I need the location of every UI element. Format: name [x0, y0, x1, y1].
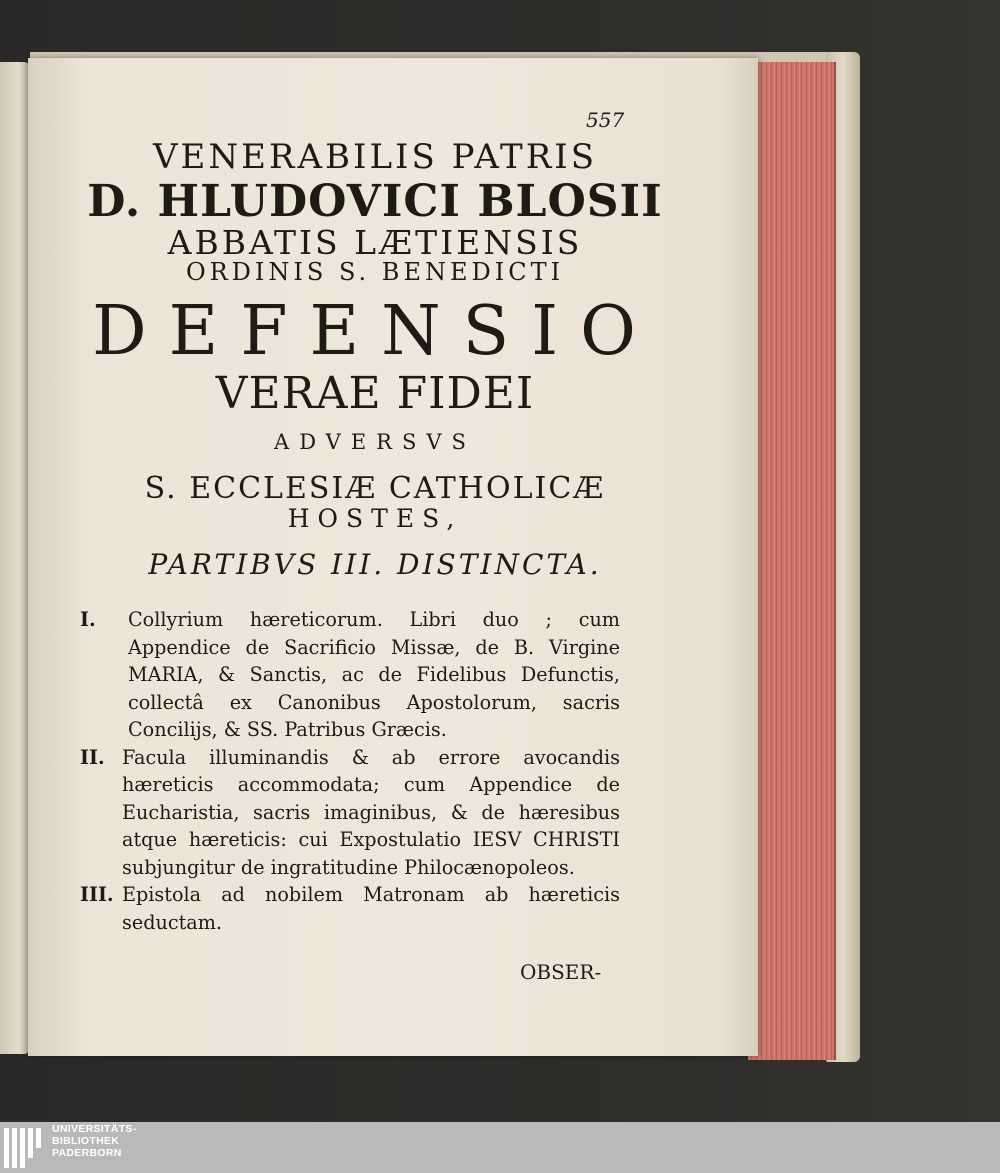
contents-list: [80, 606, 620, 936]
library-logo-text: [52, 1123, 136, 1159]
entry-number: I.: [80, 608, 96, 631]
title-line-6: VERAE FIDEI: [215, 368, 535, 419]
logo-line-3: PADERBORN: [52, 1147, 122, 1159]
title-line-5: DEFENSIO: [92, 292, 658, 371]
title-line-8: S. ECCLESIÆ CATHOLICÆ: [144, 471, 606, 506]
library-bars-icon: [4, 1126, 44, 1170]
entry-text: Epistola ad nobilem Matronam ab hæreticis seductam.: [122, 883, 620, 934]
footer-bar: [0, 1122, 1000, 1173]
title-line-10: PARTIBVS III. DISTINCTA.: [148, 548, 602, 581]
logo-line-1: UNIVERSITÄTS-: [52, 1123, 137, 1135]
title-line-9: HOSTES,: [287, 504, 463, 533]
title-line-1: VENERABILIS PATRIS: [152, 137, 598, 177]
contents-entry: [80, 606, 620, 744]
catchword: OBSER-: [520, 960, 602, 984]
left-page-edge: [0, 62, 30, 1054]
title-line-2: D. HLUDOVICI BLOSII: [87, 176, 663, 227]
page-edges: [748, 62, 836, 1060]
entry-text: Collyrium hæreticorum. Libri duo ; cum Appendice de Sacrificio Missæ, de B. Virgine MARIA, & Sanctis, ac de Fidelibus Defunctis, collectâ ex Canonibus Apostolorum, sacris Concilijs, & SS. Patribus Græcis.: [128, 608, 620, 741]
title-line-7: ADVERSVS: [274, 430, 476, 454]
contents-entry: [80, 744, 620, 882]
logo-line-2: BIBLIOTHEK: [52, 1135, 120, 1147]
entry-text: Facula illuminandis & ab errore avocandis hæreticis accommodata; cum Appendice de Eucharistia, sacris imaginibus, & de hæresibus atque hæreticis: cui Expostulatio IESV CHRISTI subjungitur de ingratitudine Philocænopoleos.: [122, 745, 620, 879]
title-line-3: ABBATIS LÆTIENSIS: [167, 223, 583, 262]
entry-number: III.: [80, 883, 114, 906]
entry-number: II.: [80, 745, 105, 769]
contents-entry: [80, 881, 620, 936]
page-number: 557: [586, 108, 625, 132]
title-line-4: ORDINIS S. BENEDICTI: [185, 258, 565, 286]
